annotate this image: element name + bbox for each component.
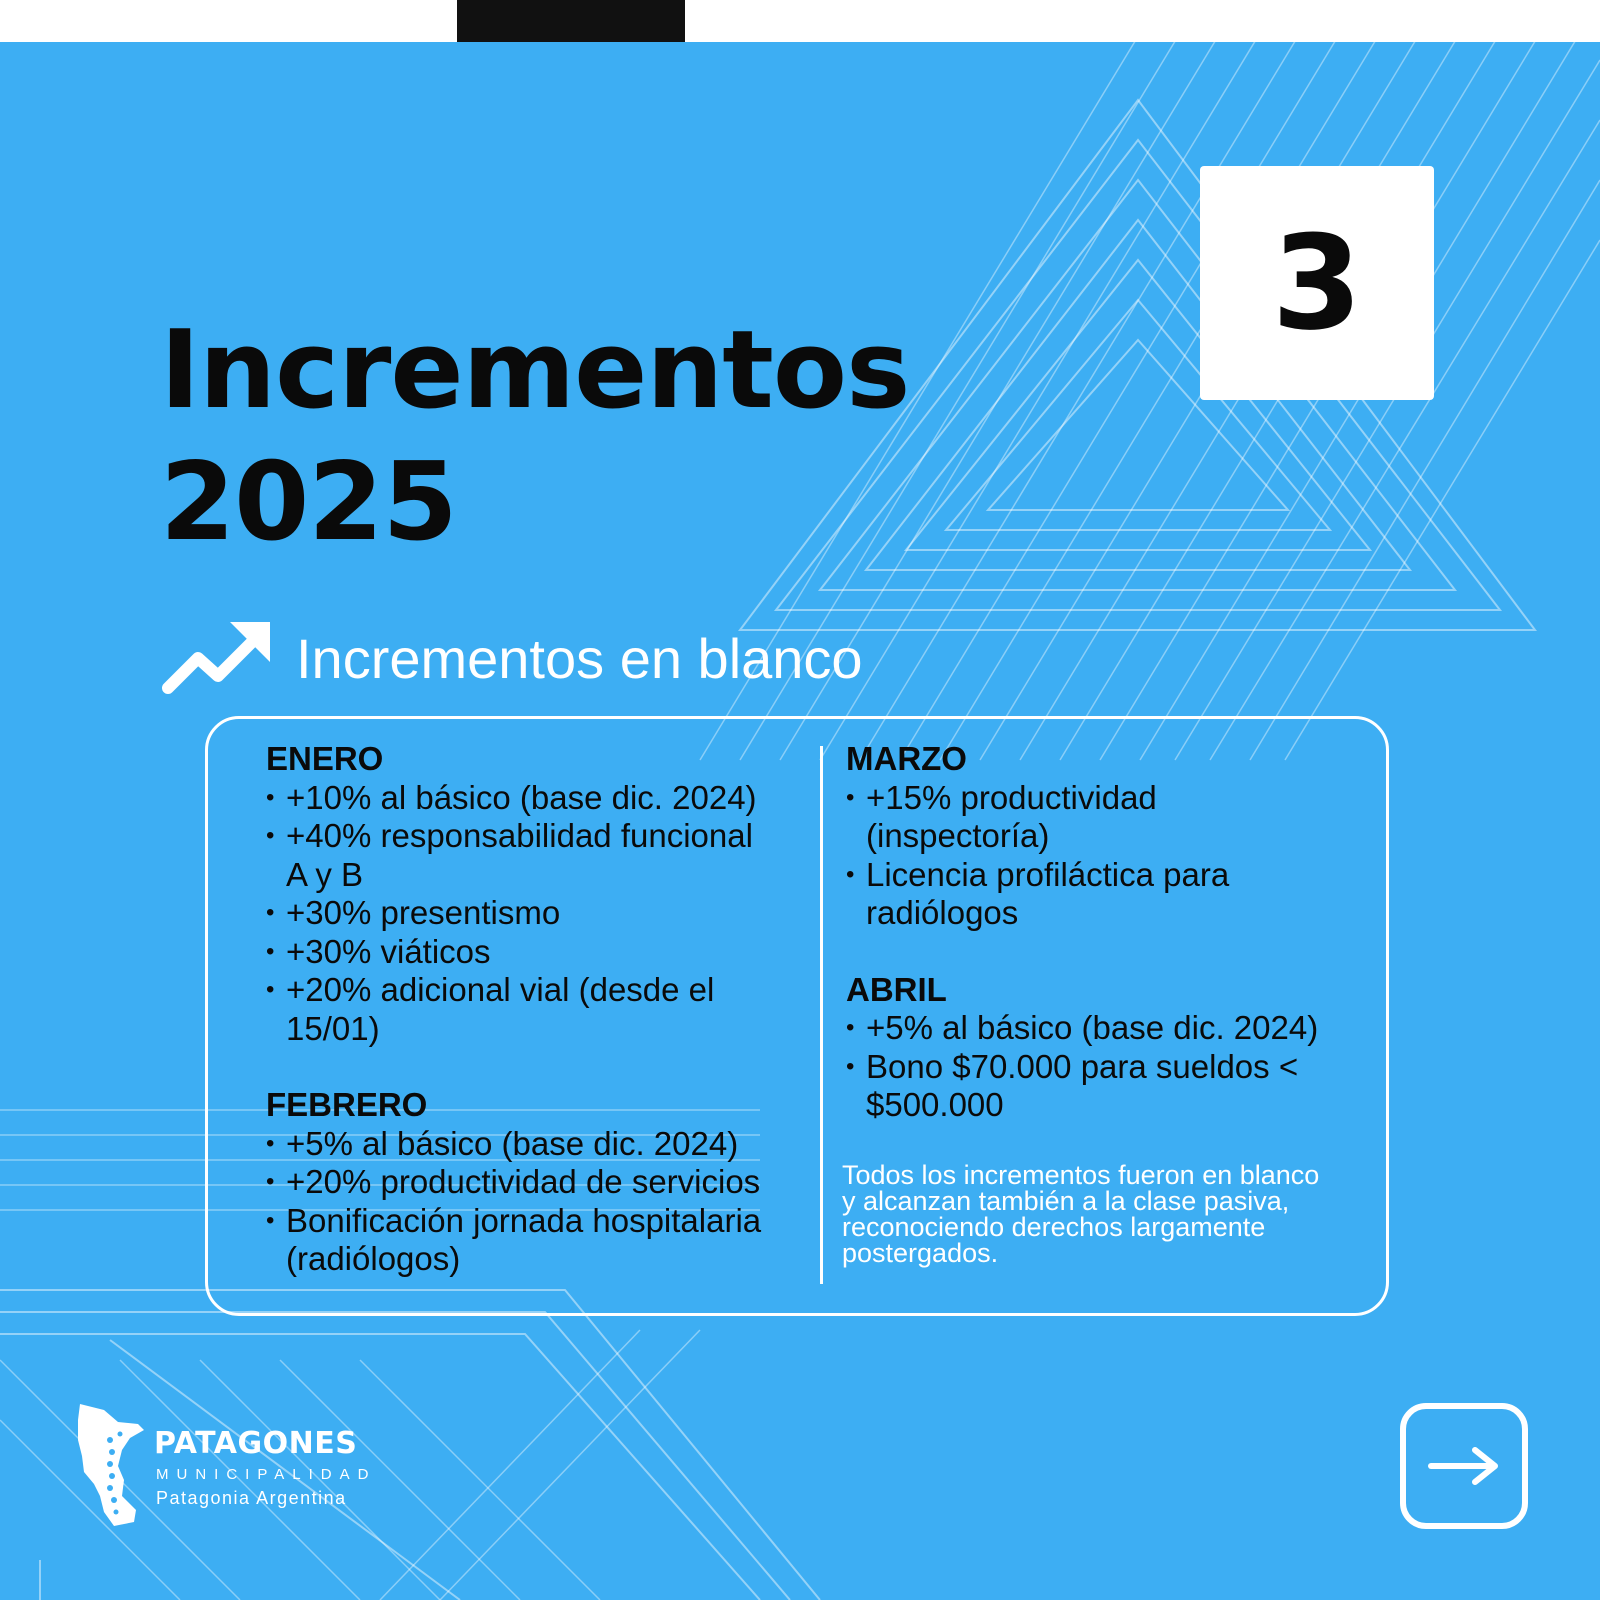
item-text: Licencia profiláctica para radiólogos xyxy=(866,855,1230,931)
bullet-icon: • xyxy=(266,1206,275,1234)
list-item xyxy=(266,1202,822,1279)
item-text: +20% productividad de servicios xyxy=(286,1163,761,1200)
item-text: +10% al básico (base dic. 2024) xyxy=(286,778,757,816)
list-item xyxy=(846,1009,1366,1048)
item-text: +30% presentismo xyxy=(286,894,561,931)
footnote: Todos los incrementos fueron en blanco y alcanzan también a la clase pasiva, reconociendo derechos largamente postergados. xyxy=(842,1160,1320,1268)
page-title: Incrementos 2025 xyxy=(160,308,910,565)
item-text: +5% al básico (base dic. 2024) xyxy=(866,1009,1319,1046)
list-item xyxy=(266,933,822,972)
month-abril xyxy=(846,971,1366,1125)
bullet-icon: • xyxy=(846,1014,855,1041)
logo-name: PATAGONES xyxy=(154,1426,358,1461)
list-item xyxy=(266,971,822,1048)
month-marzo xyxy=(846,740,1366,933)
next-button[interactable] xyxy=(1400,1403,1528,1529)
bullet-icon: • xyxy=(266,937,275,965)
item-text: +40% responsabilidad funcional A y B xyxy=(286,817,753,893)
patagones-logo xyxy=(74,1400,414,1530)
item-text: +30% viáticos xyxy=(286,932,491,970)
patagonia-map-icon xyxy=(74,1400,150,1530)
logo-subtitle: MUNICIPALIDAD xyxy=(156,1466,377,1483)
bullet-icon: • xyxy=(266,783,275,811)
right-column xyxy=(846,740,1366,1163)
bullet-icon: • xyxy=(266,1168,275,1195)
list-item xyxy=(266,779,822,818)
item-text: +15% productividad (inspectoría) xyxy=(866,778,1157,854)
logo-tagline: Patagonia Argentina xyxy=(156,1488,347,1508)
list-item xyxy=(266,1163,822,1202)
bullet-icon: • xyxy=(266,976,275,1003)
item-text: +5% al básico (base dic. 2024) xyxy=(286,1124,739,1162)
month-title: ENERO xyxy=(266,740,384,777)
list-item xyxy=(846,1048,1366,1125)
month-title: MARZO xyxy=(846,740,967,777)
list-item xyxy=(266,894,822,933)
left-column xyxy=(266,740,822,1317)
section-title: Incrementos en blanco xyxy=(296,626,863,690)
page-number: 3 xyxy=(1271,207,1363,359)
list-item xyxy=(266,817,822,894)
item-text: Bonificación jornada hospitalaria (radiólogos) xyxy=(286,1201,762,1277)
bullet-icon: • xyxy=(846,783,855,811)
list-item xyxy=(846,779,1366,856)
bullet-icon: • xyxy=(846,1052,855,1080)
month-enero xyxy=(266,740,822,1048)
list-item xyxy=(266,1125,822,1164)
month-title: FEBRERO xyxy=(266,1086,428,1123)
bullet-icon: • xyxy=(266,899,275,926)
month-febrero xyxy=(266,1086,822,1279)
list-item xyxy=(846,856,1366,933)
item-text: +20% adicional vial (desde el 15/01) xyxy=(286,971,715,1047)
trending-up-icon xyxy=(160,618,272,698)
bullet-icon: • xyxy=(266,1129,275,1157)
item-text: Bono $70.000 para sueldos < $500.000 xyxy=(866,1047,1299,1123)
month-title: ABRIL xyxy=(846,970,947,1008)
bullet-icon: • xyxy=(266,822,275,849)
section-heading xyxy=(160,618,863,698)
arrow-right-icon xyxy=(1427,1446,1501,1486)
page-number-badge xyxy=(1200,166,1434,400)
bullet-icon: • xyxy=(846,860,855,888)
